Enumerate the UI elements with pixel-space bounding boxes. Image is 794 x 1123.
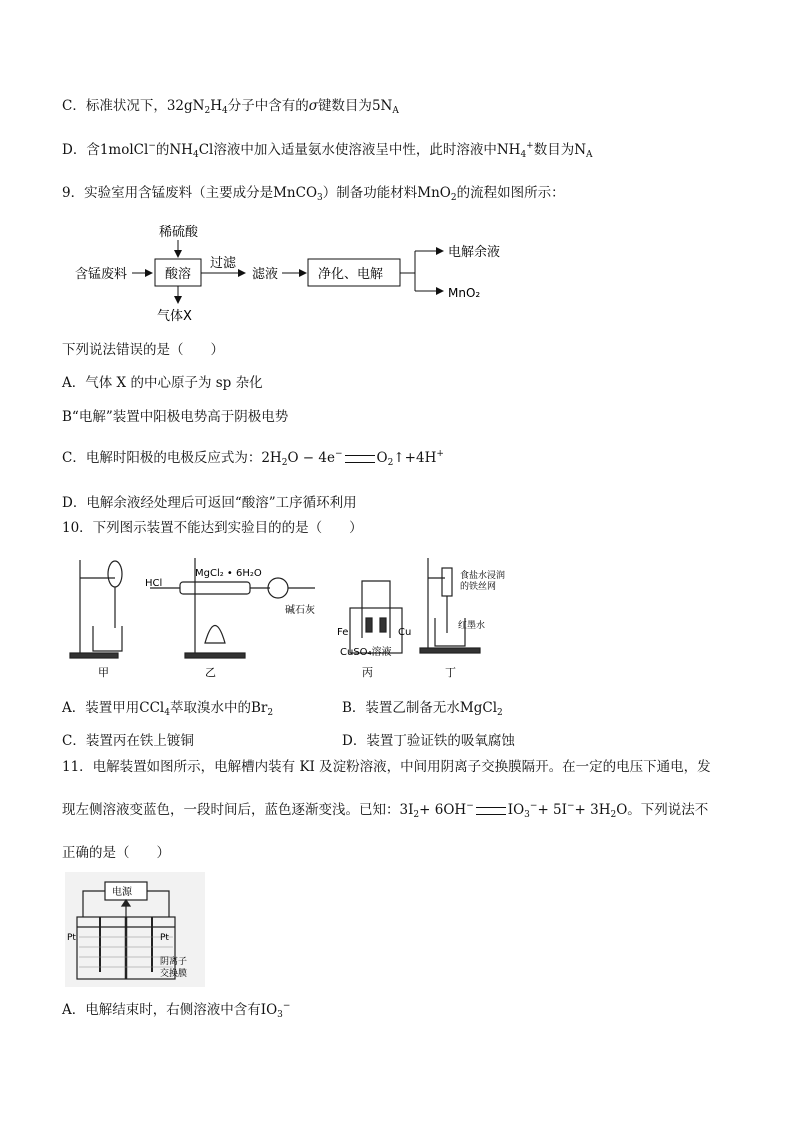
q11-stem-line3: 正确的是（ ） bbox=[62, 845, 170, 861]
text: ）制备功能材料 bbox=[322, 185, 418, 201]
text: D．含 bbox=[62, 142, 100, 158]
flow-acid: 稀硫酸 bbox=[159, 225, 199, 240]
label-pt-left: Pt bbox=[67, 933, 76, 943]
test-tube bbox=[442, 568, 452, 596]
q10-stem: 10．下列图示装置不能达到实验目的的是（ ） bbox=[62, 520, 363, 536]
formula: O − 4e bbox=[287, 450, 335, 466]
label-cu: Cu bbox=[398, 627, 412, 638]
formula: IO bbox=[260, 1002, 278, 1018]
formula: MnCO bbox=[273, 185, 318, 201]
label-ink: 红墨水 bbox=[458, 621, 486, 631]
funnel bbox=[108, 561, 122, 587]
label-fe: Fe bbox=[337, 627, 349, 638]
flow-input: 含锰废料 bbox=[75, 267, 128, 282]
formula: + 5I bbox=[537, 802, 567, 818]
flow-box2-label: 净化、电解 bbox=[318, 267, 384, 282]
formula: H bbox=[210, 98, 222, 114]
subscript: 2 bbox=[413, 810, 420, 820]
formula: NH bbox=[169, 142, 193, 158]
text: 现左侧溶液变蓝色，一段时间后，蓝色逐渐变浅。已知： bbox=[62, 802, 400, 818]
formula: + 6OH bbox=[419, 802, 467, 818]
label-jia: 甲 bbox=[98, 666, 109, 679]
subscript: 4 bbox=[164, 708, 170, 718]
electrode-plate bbox=[366, 618, 372, 632]
label-bing: 丙 bbox=[362, 666, 373, 679]
q9-option-c bbox=[62, 448, 444, 468]
subscript: 2 bbox=[204, 106, 211, 116]
superscript: − bbox=[466, 801, 474, 811]
wire bbox=[362, 581, 390, 588]
stand-base bbox=[185, 653, 245, 658]
subscript: 2 bbox=[610, 810, 617, 820]
flow-box1-label: 酸溶 bbox=[165, 267, 192, 282]
superscript: + bbox=[526, 141, 534, 151]
equals-sign bbox=[476, 807, 506, 815]
superscript: − bbox=[335, 449, 343, 459]
text: A．装置甲用 bbox=[62, 700, 140, 716]
q8-option-d bbox=[62, 140, 593, 160]
q9-option-a: A．气体 X 的中心原子为 sp 杂化 bbox=[62, 375, 263, 391]
label-pt-right: Pt bbox=[160, 933, 169, 943]
label-cuso4: CuSO₄溶液 bbox=[340, 647, 392, 658]
text: 9．实验室用含锰废料（主要成分是 bbox=[62, 185, 274, 201]
subscript: 2 bbox=[281, 458, 288, 468]
q10-apparatus-figure bbox=[60, 548, 506, 683]
q10-option-a bbox=[62, 698, 273, 718]
q10-option-b bbox=[342, 698, 503, 718]
formula: IO bbox=[507, 802, 525, 818]
formula: + 3H bbox=[574, 802, 611, 818]
sigma-symbol: σ bbox=[308, 98, 318, 114]
q10-option-d: D．装置丁验证铁的吸氧腐蚀 bbox=[342, 733, 515, 749]
text: 数目为 bbox=[533, 142, 575, 158]
flow-step: 过滤 bbox=[210, 256, 237, 271]
subscript: 3 bbox=[277, 1010, 283, 1020]
q9-flow-diagram bbox=[60, 215, 520, 330]
superscript: − bbox=[529, 801, 538, 811]
subscript: 2 bbox=[450, 193, 457, 203]
beaker bbox=[93, 626, 122, 651]
subscript: 4 bbox=[520, 150, 527, 160]
formula: N bbox=[192, 98, 205, 114]
text: 键数目为 bbox=[317, 98, 372, 114]
label-membrane-2: 交换膜 bbox=[160, 969, 188, 979]
electrode-plate bbox=[380, 618, 386, 632]
q11-stem-line2 bbox=[62, 800, 708, 820]
formula: CCl bbox=[139, 700, 165, 716]
formula: Cl bbox=[198, 142, 214, 158]
label-ding: 丁 bbox=[445, 666, 456, 679]
q9-stem bbox=[62, 183, 565, 203]
equals-sign bbox=[345, 455, 375, 463]
subscript: 2 bbox=[387, 458, 394, 468]
text: C．电解时阳极的电极反应式为： bbox=[62, 450, 262, 466]
subscript: 3 bbox=[317, 193, 323, 203]
text: 萃取溴水中的 bbox=[169, 700, 251, 716]
subscript: 2 bbox=[497, 708, 503, 718]
soda-lime-tube bbox=[268, 578, 288, 598]
label-yi: 乙 bbox=[205, 666, 216, 679]
superscript: − bbox=[148, 141, 156, 151]
label-mgcl2: MgCl₂ • 6H₂O bbox=[195, 568, 262, 579]
label-hcl: HCl bbox=[145, 578, 163, 589]
formula: NH bbox=[496, 142, 521, 158]
formula: O bbox=[376, 450, 388, 466]
q10-option-c: C．装置丙在铁上镀铜 bbox=[62, 733, 194, 749]
subscript: 2 bbox=[267, 708, 274, 718]
subscript: 3 bbox=[524, 810, 530, 820]
label-wire-1: 食盐水浸润 bbox=[460, 571, 506, 581]
value: 5N bbox=[371, 98, 393, 114]
superscript: − bbox=[566, 801, 575, 811]
text: A．电解结束时，右侧溶液中含有 bbox=[62, 1002, 261, 1018]
formula: N bbox=[574, 142, 587, 158]
formula: 1molCl bbox=[99, 142, 149, 158]
subscript: A bbox=[586, 150, 593, 160]
text: C．标准状况下，32g bbox=[62, 98, 193, 114]
formula: Br bbox=[250, 700, 268, 716]
label-power: 电源 bbox=[112, 887, 132, 898]
text: 溶液中加入适量氨水使溶液呈中性，此时溶液中 bbox=[213, 142, 497, 158]
text: 的流程如图所示： bbox=[456, 185, 565, 201]
flow-out1: 电解余液 bbox=[448, 245, 501, 260]
formula: 3I bbox=[399, 802, 414, 818]
superscript: + bbox=[436, 449, 444, 459]
q8-option-c bbox=[62, 96, 399, 116]
subscript: 4 bbox=[221, 106, 228, 116]
subscript: 4 bbox=[192, 150, 199, 160]
burner bbox=[205, 626, 225, 644]
q11-stem-line1: 11．电解装置如图所示，电解槽内装有 KI 及淀粉溶液，中间用阴离子交换膜隔开。在一定的电压下通电，发 bbox=[62, 759, 711, 775]
superscript: − bbox=[282, 1001, 291, 1011]
label-wire-2: 的铁丝网 bbox=[460, 582, 497, 592]
stand-base bbox=[70, 653, 118, 658]
flow-out2: MnO₂ bbox=[448, 286, 481, 300]
tube bbox=[180, 582, 250, 594]
text: 。下列说法不 bbox=[627, 802, 709, 818]
flow-gas: 气体X bbox=[157, 309, 192, 324]
stand-base bbox=[420, 648, 480, 653]
q9-ask: 下列说法错误的是（ ） bbox=[62, 342, 224, 358]
subscript: A bbox=[392, 106, 399, 116]
formula: 2H bbox=[261, 450, 282, 466]
q9-option-d: D．电解余液经处理后可返回“酸溶”工序循环利用 bbox=[62, 495, 357, 511]
text: 的 bbox=[155, 142, 170, 158]
q9-option-b: B“电解”装置中阳极电势高于阴极电势 bbox=[62, 409, 289, 425]
formula: O bbox=[616, 802, 628, 818]
formula: MnO bbox=[417, 185, 451, 201]
text: 分子中含有的 bbox=[227, 98, 309, 114]
flow-mid: 滤液 bbox=[252, 267, 279, 282]
q11-option-a bbox=[62, 1000, 290, 1020]
text: B．装置乙制备无水 bbox=[342, 700, 460, 716]
q11-electrolysis-figure bbox=[65, 872, 205, 987]
label-soda-lime: 碱石灰 bbox=[285, 605, 315, 616]
formula: MgCl bbox=[459, 700, 498, 716]
formula: ↑+4H bbox=[393, 450, 437, 466]
label-membrane-1: 阴离子 bbox=[160, 957, 188, 967]
